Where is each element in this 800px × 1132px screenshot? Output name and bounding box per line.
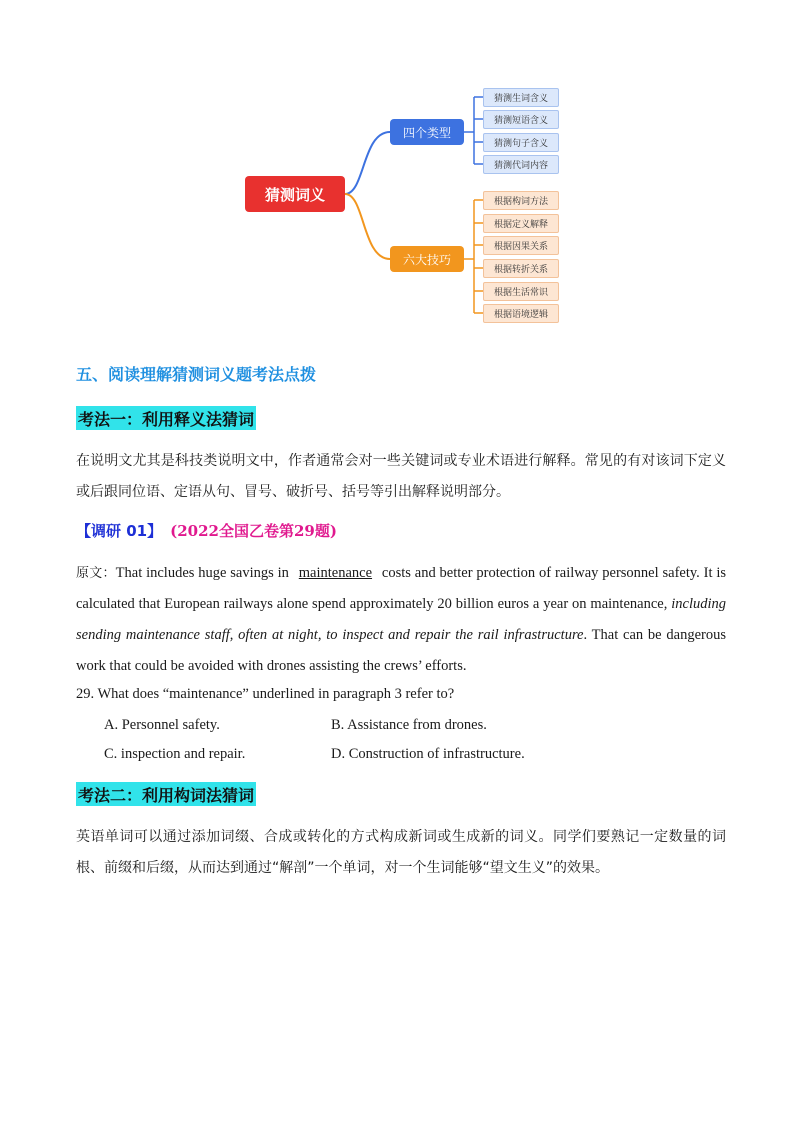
passage-underlined-word: maintenance: [298, 565, 373, 581]
mind-map: [0, 0, 800, 340]
mindmap-root: 猜测词义: [245, 176, 345, 212]
passage-part2: costs and better protection of railway personnel safety. It is calculated that European railways alone spend approximately 20 billion euros a year on maintenance,: [76, 565, 727, 612]
mindmap-type-leaf: 猜测短语含义: [483, 110, 559, 129]
passage-part3: . That can be dangerous work that could be avoided with drones assisting the crews’ efforts.: [76, 627, 726, 674]
option-b: B. Assistance from drones.: [331, 717, 487, 733]
passage-part1: That includes huge savings in: [115, 565, 289, 581]
option-c: C. inspection and repair.: [104, 746, 246, 762]
research-tag: 【调研 01】: [76, 522, 163, 540]
mindmap-types-node: 四个类型: [390, 119, 464, 145]
mindmap-type-leaf: 猜测句子含义: [483, 133, 559, 152]
method2-paragraph: 英语单词可以通过添加词缀、合成或转化的方式构成新词或生成新的词义。同学们要熟记一定数量的词根、前缀和后缀，从而达到通过“解剖”一个单词，对一个生词能够“望文生义”的效果。: [76, 829, 726, 876]
passage-prefix: 原文：: [76, 566, 116, 581]
mindmap-skill-leaf: 根据转折关系: [483, 259, 559, 278]
method1-heading: 考法一：利用释义法猜词: [76, 406, 256, 430]
mindmap-skills-node: 六大技巧: [390, 246, 464, 272]
mindmap-skill-leaf: 根据因果关系: [483, 236, 559, 255]
method1-paragraph: 在说明文尤其是科技类说明文中，作者通常会对一些关键词或专业术语进行解释。常见的有对该词下定义或后跟同位语、定语从句、冒号、破折号、括号等引出解释说明部分。: [76, 453, 726, 500]
mindmap-skill-leaf: 根据生活常识: [483, 282, 559, 301]
option-d: D. Construction of infrastructure.: [331, 746, 525, 762]
section-title: 五、阅读理解猜测词义题考法点拨: [76, 365, 317, 384]
option-a: A. Personnel safety.: [104, 717, 220, 733]
research-heading: [76, 520, 337, 541]
mindmap-skill-leaf: 根据语境逻辑: [483, 304, 559, 323]
passage-italic: including sending maintenance staff, often at night, to inspect and repair the rail infrastructure: [76, 596, 727, 643]
mindmap-connectors: [0, 0, 800, 340]
mindmap-type-leaf: 猜测生词含义: [483, 88, 559, 107]
question-stem: 29. What does “maintenance” underlined in paragraph 3 refer to?: [76, 686, 455, 702]
method2-heading: 考法二：利用构词法猜词: [76, 782, 256, 806]
passage-paragraph: [76, 558, 726, 682]
mindmap-skill-leaf: 根据构词方法: [483, 191, 559, 210]
mindmap-type-leaf: 猜测代词内容: [483, 155, 559, 174]
research-source: (2022全国乙卷第29题): [170, 522, 337, 540]
mindmap-skill-leaf: 根据定义解释: [483, 214, 559, 233]
